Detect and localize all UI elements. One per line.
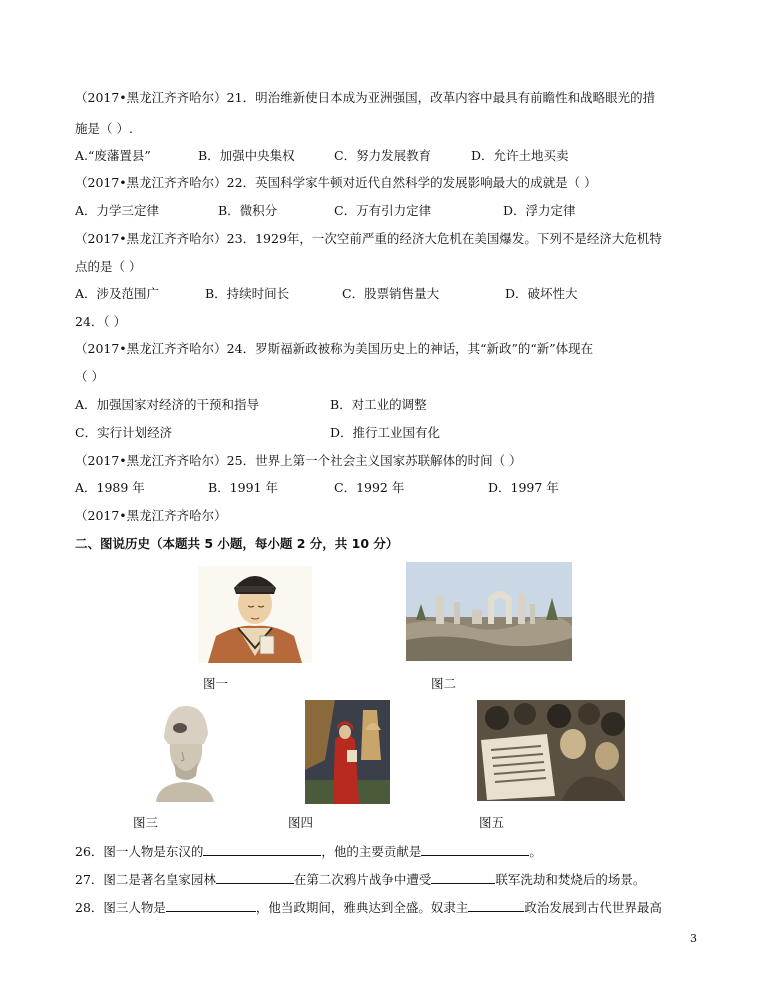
q22-option-b: B．微积分: [218, 203, 278, 218]
q24-option-b: B．对工业的调整: [330, 397, 427, 412]
q24-blank: 24．（ ）: [75, 314, 127, 329]
q27-text-3: 联军洗劫和焚烧后的场景。: [495, 872, 646, 887]
figure-5-caption: 图五: [479, 815, 505, 830]
q21-option-b: B．加强中央集权: [198, 148, 295, 163]
q26-blank-2[interactable]: [421, 843, 529, 856]
q25-option-c: C．1992 年: [334, 480, 405, 495]
figure-4-image: [305, 700, 390, 804]
page-number: 3: [690, 932, 697, 945]
q21-stem-line1: （2017•黑龙江齐齐哈尔）21．明治维新使日本成为亚洲强国，改革内容中最具有前瞻性和战略眼光的措: [75, 90, 656, 105]
q21-stem-line2: 施是（ ）.: [75, 121, 133, 136]
q23-stem-line2: 点的是（ ）: [75, 259, 142, 274]
q23-stem-line1: （2017•黑龙江齐齐哈尔）23．1929年，一次空前严重的经济大危机在美国爆发。下列不是经济大危机特: [75, 231, 662, 246]
q26-text-1: 26．图一人物是东汉的: [75, 844, 204, 859]
q27-text-2: 在第二次鸦片战争中遭受: [293, 872, 432, 887]
q22-option-d: D．浮力定律: [503, 203, 576, 218]
figure-1-caption: 图一: [203, 676, 229, 691]
q23-option-d: D．破坏性大: [505, 286, 578, 301]
q21-option-c: C．努力发展教育: [334, 148, 432, 163]
figure-4-caption: 图四: [288, 815, 314, 830]
q21-option-a: A.“废藩置县”: [75, 148, 151, 163]
q27-text-1: 27．图二是著名皇家园林: [75, 872, 216, 887]
figure-2-image: [406, 562, 572, 661]
q25-option-b: B．1991 年: [208, 480, 278, 495]
q21-option-d: D．允许土地买卖: [471, 148, 569, 163]
source-tail: （2017•黑龙江齐齐哈尔）: [75, 508, 227, 523]
q23-option-c: C．股票销售量大: [342, 286, 440, 301]
q22-option-c: C．万有引力定律: [334, 203, 432, 218]
q27-blank-2[interactable]: [431, 871, 495, 884]
q28-text-3: 政治发展到古代世界最高: [524, 900, 662, 915]
q28-blank-2[interactable]: [468, 899, 524, 912]
q26-text-2: ，他的主要贡献是: [321, 844, 422, 859]
q25-stem: （2017•黑龙江齐齐哈尔）25．世界上第一个社会主义国家苏联解体的时间（ ）: [75, 453, 522, 468]
q27-blank-1[interactable]: [216, 871, 294, 884]
figure-2-caption: 图二: [431, 676, 457, 691]
figure-3-image: [146, 704, 223, 802]
q28-text-1: 28．图三人物是: [75, 900, 166, 915]
figure-1-image: [198, 566, 312, 663]
q22-stem: （2017•黑龙江齐齐哈尔）22．英国科学家牛顿对近代自然科学的发展影响最大的成就是（ ）: [75, 175, 597, 190]
q28-blank-1[interactable]: [166, 899, 256, 912]
q24-option-d: D．推行工业国有化: [330, 425, 441, 440]
q28-text-2: ，他当政期间，雅典达到全盛。奴隶主: [255, 900, 469, 915]
q26-line: [75, 843, 542, 860]
q24-option-c: C．实行计划经济: [75, 425, 173, 440]
q27-line: [75, 871, 645, 888]
q25-option-d: D．1997 年: [488, 480, 559, 495]
q26-blank-1[interactable]: [203, 843, 321, 856]
figure-3-caption: 图三: [133, 815, 159, 830]
q23-option-b: B．持续时间长: [205, 286, 290, 301]
q25-option-a: A．1989 年: [75, 480, 145, 495]
section-heading: 二、图说历史（本题共 5 小题，每小题 2 分，共 10 分）: [75, 536, 399, 551]
q26-text-3: 。: [529, 844, 542, 859]
q24-stem-line1: （2017•黑龙江齐齐哈尔）24．罗斯福新政被称为美国历史上的神话，其“新政”的“新”体现在: [75, 341, 594, 356]
q24-stem-line2: （ ）: [75, 369, 104, 384]
q23-option-a: A．涉及范围广: [75, 286, 160, 301]
q24-option-a: A．加强国家对经济的干预和指导: [75, 397, 260, 412]
figure-5-image: [477, 700, 625, 801]
q28-line: [75, 899, 662, 916]
q22-option-a: A．力学三定律: [75, 203, 160, 218]
